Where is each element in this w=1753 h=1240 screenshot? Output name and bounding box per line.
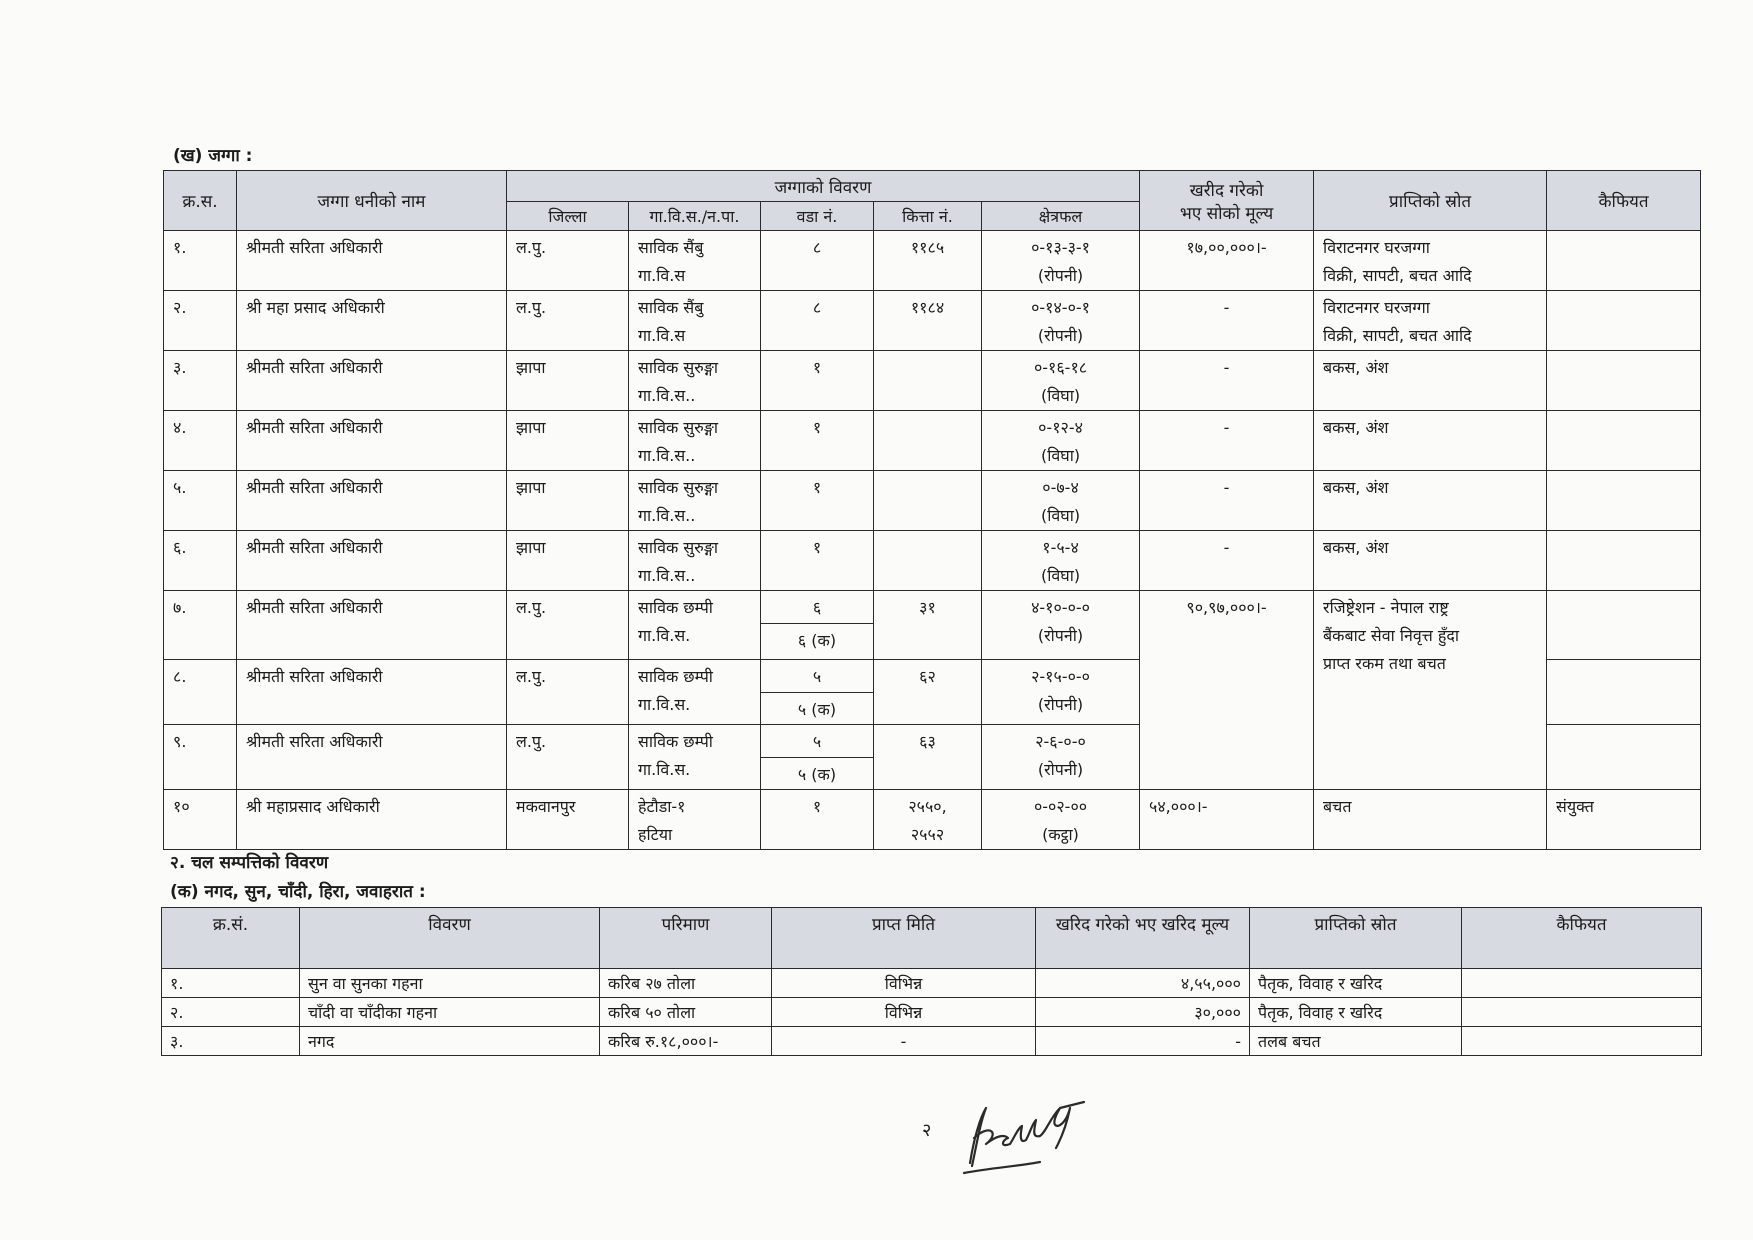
land-vdc-line-1: साविक सुरुङ्गा	[638, 358, 719, 377]
land-ward	[761, 725, 874, 758]
land-vdc	[629, 351, 761, 411]
land-ward	[761, 660, 874, 693]
land-kitta	[874, 291, 982, 351]
land-area	[982, 790, 1140, 850]
land-price	[1140, 291, 1314, 351]
land-district	[507, 790, 629, 850]
land-area-line-1: ०-१६-१८	[1033, 358, 1088, 377]
cash-qty	[600, 998, 772, 1027]
cash-date-line-1: विभिन्न	[884, 1002, 923, 1022]
land-sn-line-1: ६.	[173, 538, 187, 557]
land-kitta	[874, 725, 982, 790]
land-owner-line-1: श्रीमती सरिता अधिकारी	[246, 538, 383, 557]
land-area-line-2: (रोपनी)	[1037, 626, 1084, 645]
land-kitta	[874, 471, 982, 531]
land-area-line-1: ०-०२-००	[1033, 797, 1088, 816]
land-owner-line-1: श्रीमती सरिता अधिकारी	[246, 418, 383, 437]
cash-header-sn: क्र.सं.	[162, 908, 300, 969]
land-ward	[761, 351, 874, 411]
land-row	[164, 591, 1701, 624]
land-vdc-line-2: गा.वि.स.	[638, 695, 691, 714]
land-vdc-line-2: गा.वि.स.	[638, 626, 691, 645]
land-district-line-1: ल.पु.	[516, 732, 547, 751]
land-owner	[237, 660, 507, 725]
cash-header-source: प्राप्तिको स्रोत	[1250, 908, 1462, 969]
land-vdc	[629, 471, 761, 531]
header-price-line1: खरीद गरेको	[1189, 180, 1264, 201]
cash-row	[162, 1027, 1702, 1056]
land-owner-line-1: श्री महा प्रसाद अधिकारी	[246, 298, 385, 317]
land-vdc-line-2: गा.वि.स..	[638, 566, 696, 585]
land-ward	[761, 591, 874, 624]
land-row	[164, 231, 1701, 291]
land-vdc-line-1: साविक सुरुङ्गा	[638, 418, 719, 437]
land-vdc	[629, 291, 761, 351]
land-price	[1140, 231, 1314, 291]
land-ward-sub	[761, 693, 874, 725]
land-price	[1140, 471, 1314, 531]
land-kitta-line-1: २५५०,	[908, 797, 947, 816]
land-sn	[164, 411, 237, 471]
land-area	[982, 471, 1140, 531]
land-remarks	[1547, 725, 1701, 790]
land-district-line-1: ल.पु.	[516, 667, 547, 686]
cash-remarks	[1462, 1027, 1702, 1056]
land-area-line-1: ०-१२-४	[1038, 418, 1083, 437]
cash-row	[162, 969, 1702, 998]
land-district	[507, 411, 629, 471]
land-sn	[164, 660, 237, 725]
movable-section-title: २. चल सम्पत्तिको विवरण	[170, 853, 329, 873]
land-kitta	[874, 790, 982, 850]
cash-qty	[600, 969, 772, 998]
movable-section-subtitle: (क) नगद, सुन, चाँदी, हिरा, जवाहरात :	[170, 882, 426, 902]
land-vdc	[629, 231, 761, 291]
land-district	[507, 591, 629, 660]
land-remarks	[1547, 790, 1701, 850]
land-row	[164, 471, 1701, 531]
land-row	[164, 351, 1701, 411]
land-price-line-1: -	[1223, 298, 1230, 317]
land-ward-sub	[761, 758, 874, 790]
land-ward-line-1: ५	[812, 732, 822, 751]
land-ward-line-1: १	[812, 418, 822, 437]
cash-date	[772, 998, 1036, 1027]
land-sn-line-1: ३.	[173, 358, 187, 377]
land-kitta	[874, 660, 982, 725]
land-area-line-1: १-५-४	[1042, 538, 1079, 557]
cash-header-row	[162, 908, 1702, 969]
land-vdc	[629, 531, 761, 591]
land-kitta-line-1: ६२	[919, 667, 936, 686]
cash-header-date: प्राप्त मिति	[772, 908, 1036, 969]
cash-price	[1036, 1027, 1250, 1056]
land-ward-line-1: ८	[812, 298, 822, 317]
land-area	[982, 291, 1140, 351]
land-source-group-line-2: बैंकबाट सेवा निवृत्त हुँदा	[1323, 626, 1460, 645]
cash-date-line-1: विभिन्न	[884, 973, 923, 993]
land-ward-line-1: १	[812, 797, 822, 816]
cash-header-desc: विवरण	[300, 908, 600, 969]
land-owner-line-1: श्रीमती सरिता अधिकारी	[246, 478, 383, 497]
land-price-group-line-1: ९०,९७,०००।-	[1186, 598, 1267, 617]
land-remarks-line-1: संयुक्त	[1556, 797, 1594, 816]
land-ward-line-1: ६	[812, 598, 822, 617]
signature-image	[960, 1078, 1100, 1178]
header-owner: जग्गा धनीको नाम	[237, 171, 507, 231]
land-kitta	[874, 531, 982, 591]
header-district: जिल्ला	[507, 202, 629, 231]
cash-qty-line-1: करिब २७ तोला	[608, 973, 696, 993]
land-ward	[761, 790, 874, 850]
land-district	[507, 660, 629, 725]
header-price	[1140, 171, 1314, 231]
land-owner	[237, 411, 507, 471]
land-kitta	[874, 351, 982, 411]
cash-source-line-1: तलब बचत	[1258, 1031, 1321, 1051]
cash-source	[1250, 1027, 1462, 1056]
cash-source	[1250, 998, 1462, 1027]
cash-header-price: खरिद गरेको भए खरिद मूल्य	[1036, 908, 1250, 969]
land-vdc	[629, 411, 761, 471]
cash-remarks	[1462, 998, 1702, 1027]
cash-price	[1036, 998, 1250, 1027]
land-source-group-line-1: रजिष्ट्रेशन - नेपाल राष्ट्र	[1323, 598, 1449, 617]
land-area	[982, 411, 1140, 471]
land-owner-line-1: श्री महाप्रसाद अधिकारी	[246, 797, 380, 816]
land-kitta-line-1: ३१	[919, 598, 936, 617]
land-owner-line-1: श्रीमती सरिता अधिकारी	[246, 598, 383, 617]
land-kitta	[874, 231, 982, 291]
land-district	[507, 231, 629, 291]
land-owner	[237, 291, 507, 351]
land-source	[1314, 531, 1547, 591]
land-ward-sub-line-1: ६ (क)	[797, 631, 837, 650]
land-ward-line-1: ८	[812, 238, 822, 257]
land-section-title: (ख) जग्गा :	[173, 146, 253, 166]
land-source-group	[1314, 591, 1547, 790]
land-vdc-line-1: साविक छम्पी	[638, 598, 713, 617]
land-area-line-2: (रोपनी)	[1037, 695, 1084, 714]
land-sn	[164, 531, 237, 591]
header-price-line2: भए सोको मूल्य	[1179, 203, 1274, 224]
land-area-line-2: (रोपनी)	[1037, 266, 1084, 285]
land-district	[507, 291, 629, 351]
land-district-line-1: झापा	[516, 418, 546, 437]
land-area-line-2: (विघा)	[1040, 506, 1081, 525]
land-owner-line-1: श्रीमती सरिता अधिकारी	[246, 732, 383, 751]
land-area	[982, 531, 1140, 591]
land-remarks	[1547, 591, 1701, 660]
land-kitta-line-1: ११८५	[910, 238, 945, 257]
land-area	[982, 660, 1140, 725]
land-vdc	[629, 660, 761, 725]
cash-date-line-1: -	[900, 1031, 907, 1051]
header-source: प्राप्तिको स्रोत	[1314, 171, 1547, 231]
land-source	[1314, 291, 1547, 351]
land-ward-sub-line-1: ५ (क)	[797, 700, 837, 719]
land-district	[507, 351, 629, 411]
land-sn	[164, 231, 237, 291]
cash-price	[1036, 969, 1250, 998]
land-district-line-1: झापा	[516, 538, 546, 557]
land-price-line-1: -	[1223, 418, 1230, 437]
land-area-line-2: (रोपनी)	[1037, 760, 1084, 779]
land-sn-line-1: १.	[173, 238, 187, 257]
land-vdc	[629, 591, 761, 660]
header-vdc: गा.वि.स./न.पा.	[629, 202, 761, 231]
cash-price-line-1: -	[1235, 1031, 1241, 1051]
land-price-line-1: १७,००,०००।-	[1186, 238, 1267, 257]
cash-sn-line-1: ३.	[170, 1031, 184, 1051]
land-kitta	[874, 591, 982, 660]
land-ward-sub-line-1: ५ (क)	[797, 765, 837, 784]
land-area-line-2: (कट्ठा)	[1042, 825, 1079, 844]
page-number: २	[922, 1120, 932, 1141]
cash-qty-line-1: करिब ५० तोला	[608, 1002, 696, 1022]
land-ward-line-1: ५	[812, 667, 822, 686]
land-row	[164, 411, 1701, 471]
cash-sn	[162, 998, 300, 1027]
land-vdc-line-2: हटिया	[638, 825, 673, 844]
land-source-line-1: बकस, अंश	[1323, 418, 1389, 437]
land-ward	[761, 291, 874, 351]
cash-source-line-1: पैतृक, विवाह र खरिद	[1258, 1002, 1383, 1022]
land-district-line-1: झापा	[516, 358, 546, 377]
cash-desc-line-1: नगद	[308, 1031, 335, 1051]
land-source	[1314, 471, 1547, 531]
land-remarks	[1547, 660, 1701, 725]
land-source-line-1: बचत	[1323, 797, 1352, 816]
land-vdc-line-1: साविक सैंबु	[638, 238, 704, 257]
land-sn	[164, 471, 237, 531]
land-header-row	[164, 171, 1701, 202]
land-area-line-1: ०-१३-३-१	[1031, 238, 1090, 257]
land-area-line-2: (विघा)	[1040, 446, 1081, 465]
land-owner	[237, 471, 507, 531]
land-source-line-2: विक्री, सापटी, बचत आदि	[1323, 326, 1472, 345]
land-row	[164, 291, 1701, 351]
land-district	[507, 471, 629, 531]
header-details: जग्गाको विवरण	[507, 171, 1140, 202]
land-sn	[164, 591, 237, 660]
land-area-line-1: ०-७-४	[1042, 478, 1079, 497]
land-owner	[237, 231, 507, 291]
land-remarks	[1547, 291, 1701, 351]
cash-source	[1250, 969, 1462, 998]
land-owner-line-1: श्रीमती सरिता अधिकारी	[246, 358, 383, 377]
cash-desc-line-1: चाँदी वा चाँदीका गहना	[308, 1002, 438, 1022]
header-sn: क्र.स.	[164, 171, 237, 231]
land-vdc	[629, 725, 761, 790]
cash-desc	[300, 1027, 600, 1056]
land-source-group-line-3: प्राप्त रकम तथा बचत	[1323, 654, 1446, 673]
land-sn	[164, 725, 237, 790]
land-price-line-1: -	[1223, 358, 1230, 377]
land-row	[164, 531, 1701, 591]
land-sn-line-1: २.	[173, 298, 187, 317]
land-price-line-1: ५४,०००।-	[1149, 797, 1208, 816]
cash-qty-line-1: करिब रु.१८,०००।-	[608, 1031, 719, 1051]
cash-qty	[600, 1027, 772, 1056]
land-area	[982, 725, 1140, 790]
cash-row	[162, 998, 1702, 1027]
land-ward-sub	[761, 624, 874, 660]
land-vdc-line-1: साविक छम्पी	[638, 732, 713, 751]
land-source	[1314, 231, 1547, 291]
land-owner-line-1: श्रीमती सरिता अधिकारी	[246, 238, 383, 257]
land-ward	[761, 471, 874, 531]
land-ward-line-1: १	[812, 538, 822, 557]
land-vdc-line-2: गा.वि.स	[638, 326, 686, 345]
header-kitta: कित्ता नं.	[874, 202, 982, 231]
land-district	[507, 725, 629, 790]
land-source-line-1: विराटनगर घरजग्गा	[1323, 298, 1430, 317]
land-row	[164, 790, 1701, 850]
land-district-line-1: झापा	[516, 478, 546, 497]
land-kitta-line-1: ११८४	[910, 298, 945, 317]
land-kitta	[874, 411, 982, 471]
cash-remarks	[1462, 969, 1702, 998]
land-district	[507, 531, 629, 591]
land-kitta-line-2: २५५२	[910, 825, 945, 844]
land-remarks	[1547, 231, 1701, 291]
land-sn-line-1: ४.	[173, 418, 187, 437]
land-owner	[237, 790, 507, 850]
land-owner	[237, 351, 507, 411]
land-area-line-1: २-१५-०-०	[1031, 667, 1090, 686]
land-owner	[237, 531, 507, 591]
land-sn	[164, 291, 237, 351]
land-sn-line-1: ७.	[173, 598, 187, 617]
land-district-line-1: मकवानपुर	[516, 797, 576, 816]
land-source	[1314, 351, 1547, 411]
land-vdc-line-1: साविक सैंबु	[638, 298, 704, 317]
cash-date	[772, 1027, 1036, 1056]
land-area-line-2: (विघा)	[1040, 386, 1081, 405]
land-price-line-1: -	[1223, 478, 1230, 497]
land-ward	[761, 531, 874, 591]
cash-price-line-1: ३०,०००	[1194, 1002, 1241, 1022]
cash-header-qty: परिमाण	[600, 908, 772, 969]
cash-desc-line-1: सुन वा सुनका गहना	[308, 973, 423, 993]
header-ward: वडा नं.	[761, 202, 874, 231]
land-remarks	[1547, 411, 1701, 471]
land-sn-line-1: १०	[173, 797, 190, 816]
land-source-line-1: बकस, अंश	[1323, 478, 1389, 497]
land-price	[1140, 351, 1314, 411]
land-vdc-line-2: गा.वि.स..	[638, 386, 696, 405]
land-area-line-1: ४-१०-०-०	[1031, 598, 1090, 617]
cash-sn-line-1: २.	[170, 1002, 184, 1022]
land-district-line-1: ल.पु.	[516, 238, 547, 257]
cash-date	[772, 969, 1036, 998]
land-vdc-line-2: गा.वि.स	[638, 266, 686, 285]
land-remarks	[1547, 531, 1701, 591]
land-district-line-1: ल.पु.	[516, 298, 547, 317]
cash-price-line-1: ४,५५,०००	[1180, 973, 1241, 993]
land-sn-line-1: ८.	[173, 667, 187, 686]
land-vdc-line-1: साविक छम्पी	[638, 667, 713, 686]
land-sn	[164, 790, 237, 850]
land-vdc-line-1: साविक सुरुङ्गा	[638, 538, 719, 557]
land-ward	[761, 411, 874, 471]
header-remarks: कैफियत	[1547, 171, 1701, 231]
land-ward	[761, 231, 874, 291]
cash-desc	[300, 998, 600, 1027]
land-price-line-1: -	[1223, 538, 1230, 557]
land-source-line-2: विक्री, सापटी, बचत आदि	[1323, 266, 1472, 285]
land-area-line-2: (विघा)	[1040, 566, 1081, 585]
land-owner-line-1: श्रीमती सरिता अधिकारी	[246, 667, 383, 686]
land-district-line-1: ल.पु.	[516, 598, 547, 617]
land-sn	[164, 351, 237, 411]
land-vdc-line-1: हेटौडा-१	[638, 797, 686, 816]
land-price	[1140, 531, 1314, 591]
land-source	[1314, 790, 1547, 850]
land-vdc	[629, 790, 761, 850]
land-source-line-1: विराटनगर घरजग्गा	[1323, 238, 1430, 257]
land-area	[982, 591, 1140, 660]
land-vdc-line-2: गा.वि.स.	[638, 760, 691, 779]
cash-desc	[300, 969, 600, 998]
land-area	[982, 231, 1140, 291]
land-source-line-1: बकस, अंश	[1323, 358, 1389, 377]
land-kitta-line-1: ६३	[919, 732, 936, 751]
land-owner	[237, 591, 507, 660]
land-owner	[237, 725, 507, 790]
land-vdc-line-2: गा.वि.स..	[638, 506, 696, 525]
land-vdc-line-2: गा.वि.स..	[638, 446, 696, 465]
cash-sn-line-1: १.	[170, 973, 184, 993]
land-remarks	[1547, 471, 1701, 531]
land-area-line-1: २-६-०-०	[1035, 732, 1086, 751]
cash-sn	[162, 1027, 300, 1056]
cash-sn	[162, 969, 300, 998]
cash-header-remarks: कैफियत	[1462, 908, 1702, 969]
land-table	[163, 170, 1701, 850]
land-price-group	[1140, 591, 1314, 790]
land-ward-line-1: १	[812, 358, 822, 377]
land-area-line-2: (रोपनी)	[1037, 326, 1084, 345]
land-source	[1314, 411, 1547, 471]
land-price	[1140, 790, 1314, 850]
cash-source-line-1: पैतृक, विवाह र खरिद	[1258, 973, 1383, 993]
land-sn-line-1: ५.	[173, 478, 187, 497]
header-area: क्षेत्रफल	[982, 202, 1140, 231]
land-price	[1140, 411, 1314, 471]
land-ward-line-1: १	[812, 478, 822, 497]
land-source-line-1: बकस, अंश	[1323, 538, 1389, 557]
land-vdc-line-1: साविक सुरुङ्गा	[638, 478, 719, 497]
land-remarks	[1547, 351, 1701, 411]
land-area-line-1: ०-१४-०-१	[1031, 298, 1090, 317]
cash-table	[161, 907, 1702, 1056]
land-area	[982, 351, 1140, 411]
land-sn-line-1: ९.	[173, 732, 187, 751]
